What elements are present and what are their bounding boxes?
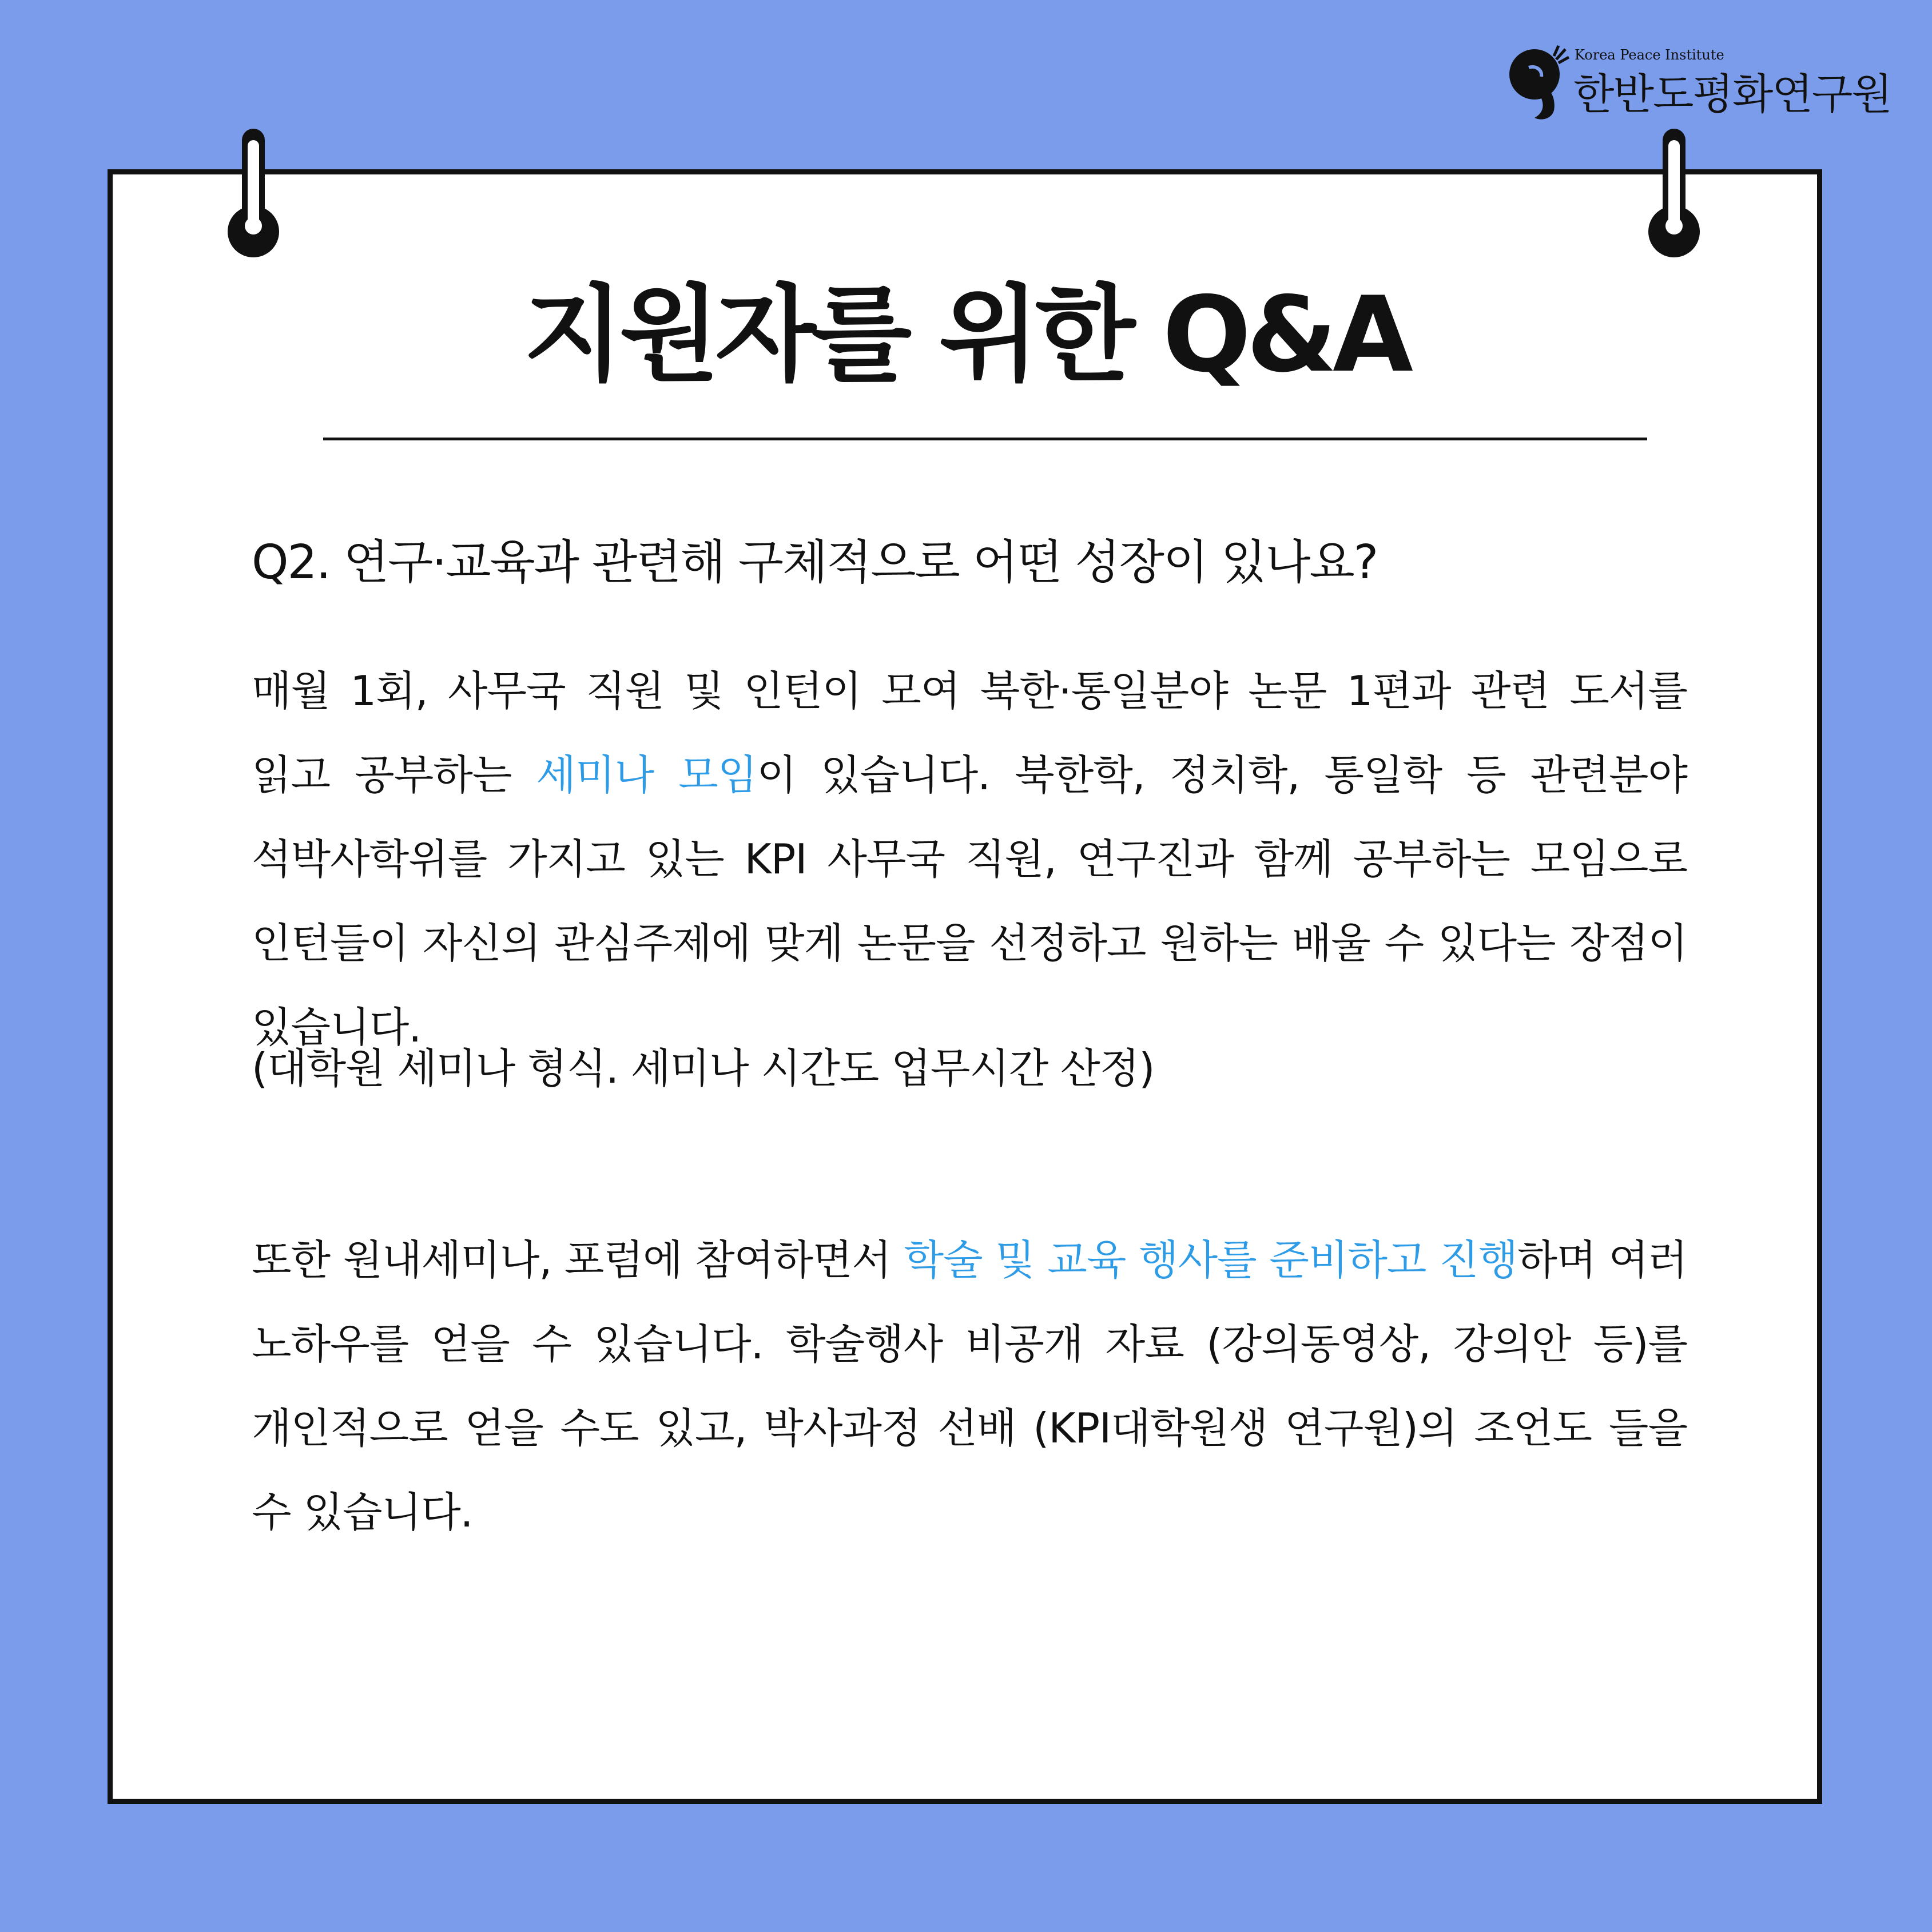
logo-english-name: Korea Peace Institute [1575,47,1724,63]
logo-korean-name: 한반도평화연구원 [1573,70,1891,119]
seminar-note: (대학원 세미나 형식. 세미나 시간도 업무시간 산정) [252,1044,1155,1092]
paragraph-2-text-before: 또한 원내세미나, 포럼에 참여하면서 [252,1236,904,1284]
paragraph-2-text-after: 하며 여러 노하우를 얻을 수 있습니다. 학술행사 비공개 자료 (강의동영상, 강의안 등)를 개인적으로 얻을 수도 있고, 박사과정 선배 (KPI대학원생 연구원)의 조언도 들을 수 있습니다. [252,1236,1687,1536]
answer-paragraph-1 [252,649,1687,1070]
binder-ring-icon [225,129,282,260]
paragraph-2-highlight: 학술 및 교육 행사를 준비하고 진행 [904,1236,1518,1284]
kpi-logo-mark-icon [1501,45,1570,122]
page-title: 지원자를 위한 Q&A [523,274,1409,395]
paragraph-1-text-after: 이 있습니다. 북한학, 정치학, 통일학 등 관련분야 석박사학위를 가지고 있는 KPI 사무국 직원, 연구진과 함께 공부하는 모임으로 인턴들이 자신의 관심주제에 맞게 논문을 선정하고 원하는 배울 수 있다는 장점이 있습니다. [252,751,1687,1051]
kpi-logo [1501,45,1891,122]
paragraph-1-highlight: 세미나 모임 [536,751,757,799]
binder-ring-icon [1645,129,1703,260]
title-divider [323,438,1647,440]
answer-paragraph-2 [252,1218,1687,1555]
paragraph-1-text-before: 매월 1회, 사무국 직원 및 인턴이 모여 북한·통일분야 논문 1편과 관련 도서를 읽고 공부하는 [252,667,1687,799]
question-heading: Q2. 연구·교육과 관련해 구체적으로 어떤 성장이 있나요? [252,535,1378,590]
